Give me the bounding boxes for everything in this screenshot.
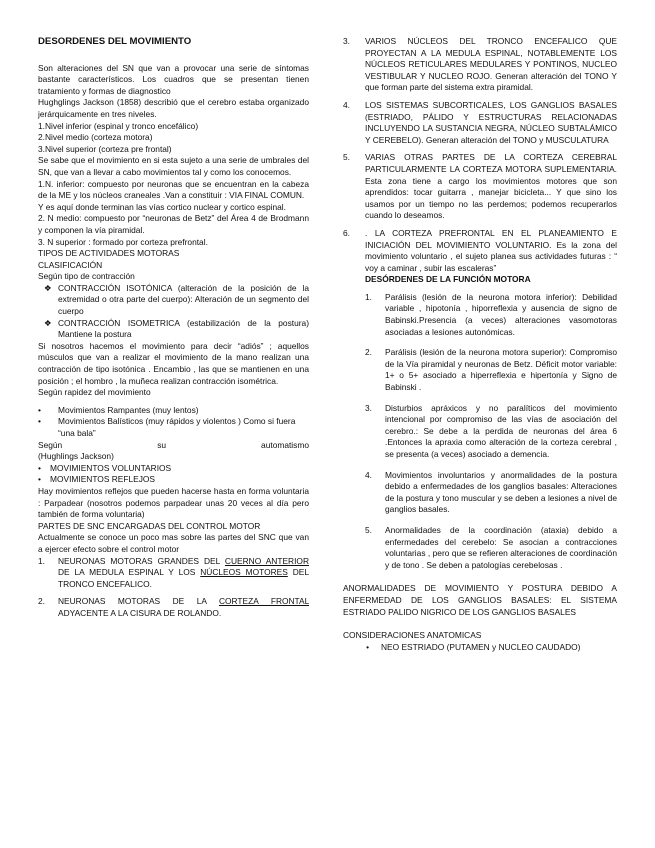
bullet-icon: • — [38, 462, 41, 473]
rapidez-item — [38, 405, 309, 417]
bullet-icon: • — [38, 404, 41, 415]
contraccion-text: CONTRACCIÓN ISOMETRICA (estabilización de la postura) Mantiene la postura — [58, 317, 309, 340]
jackson-paragraph: Hughglings Jackson (1858) describió que el cerebro estaba organizado jerárquicamente en tres niveles. — [38, 97, 309, 119]
diamond-bullet-icon: ❖ — [44, 317, 52, 328]
item-number: 5. — [343, 152, 350, 163]
n-medio-paragraph: 2. N medio: compuesto por “neuronas de Betz” del Área 4 de Brodmann y componen la vía piramidal. — [38, 213, 309, 235]
hughlings-note: (Hughlings Jackson) — [38, 451, 114, 462]
right-column — [343, 36, 617, 653]
segun-word: Según — [38, 439, 63, 450]
n-superior-paragraph: 3. N superior : formado por corteza prefrontal. — [38, 236, 208, 247]
tipos-heading: TIPOS DE ACTIVIDADES MOTORAS — [38, 248, 180, 259]
item-number: 2. — [38, 596, 45, 607]
desorden-item — [365, 403, 617, 461]
consideraciones-heading: CONSIDERACIONES ANATOMICAS — [343, 630, 482, 641]
partes-intro-paragraph: Actualmente se conoce un poco mas sobre las partes del SNC que van a ejercer efecto sobre el control motor — [38, 532, 309, 554]
adios-paragraph: Si nosotros hacemos el movimiento para decir “adiós” ; aquellos músculos que van a realizar el movimiento de la mano realizan una contracción de tipo isotónica . Encambio , las que se mantienen en una posición ; el hombro , la muñeca realizan contracción isométrica. — [38, 340, 309, 386]
item-number: 3. — [343, 36, 350, 46]
rapidez-text: Movimientos Rampantes (muy lentos) — [58, 404, 199, 415]
partes-text: VARIOS NÚCLEOS DEL TRONCO ENCEFALICO QUE PROYECTAN A LA MEDULA ESPINAL, NOTABLEMENTE LOS NÚCLEOS RETICULARES MEDULARES Y PONTINOS, NUCLEO VESTIBULAR Y NUCLEO ROJO. Generan alteración del TONO Y que forman parte del sistema extra piramidal. — [365, 36, 617, 93]
automatismo-item — [38, 463, 309, 475]
partes-text: NEURONAS MOTORAS GRANDES DEL CUERNO ANTERIOR DE LA MEDULA ESPINAL Y LOS NÚCLEOS MOTORES DEL TRONCO ENCEFALICO. — [58, 555, 309, 589]
automatismo-item — [38, 474, 309, 486]
contraccion-text: CONTRACCIÓN ISOTÓNICA (alteración de la posición de la extremidad o otra parte del cuerpo): Alteración de un segmento del cuerpo — [58, 282, 309, 317]
desorden-text: Parálisis (lesión de la neurona motora inferior): Debilidad variable , hipotonía , hiporreflexia y ausencia de signo de Babinski.Presencia (a veces) alteraciones vasomotoras asociadas a lesiones autonómicas. — [385, 291, 617, 337]
desorden-item — [365, 347, 617, 393]
bullet-icon: • — [38, 474, 41, 485]
segun-tipo-heading: Según tipo de contracción — [38, 271, 135, 282]
automatismo-word: automatismo — [261, 439, 309, 450]
item-number: 6. — [343, 227, 350, 238]
partes-text: . LA CORTEZA PREFRONTAL EN EL PLANEAMIENTO E INICIACIÓN DEL MOVIMIENTO VOLUNTARIO. Es la zona del movimiento voluntario , el sujeto planea sus actividades futuras : “ voy a caminar , subir las escaleras” — [365, 227, 617, 273]
contraccion-item — [38, 318, 309, 341]
item-number: 3. — [365, 402, 372, 413]
partes-text: LOS SISTEMAS SUBCORTICALES, LOS GANGLIOS BASALES (ESTRIADO, PÁLIDO Y ESTRUCTURAS RELACIONADAS INCLUYENDO LA SUSTANCIA NEGRA, NÚCLEO SUBTALÁMICO Y CEREBELO). Generan alteración del TONO y MUSCULATURA — [365, 99, 617, 145]
desorden-text: Movimientos involuntarios y anormalidades de la postura debido a enfermedades de los ganglios basales: Alteraciones de la postura y tono muscular y se deben a lesiones a nivel de ganglios basales. — [385, 469, 617, 515]
aqui-paragraph: Y es aquí donde terminan las vías cortico nuclear y cortico espinal. — [38, 201, 286, 212]
partes-item — [38, 596, 309, 619]
level-item: 1.Nivel inferior (espinal y tronco encefálico) — [38, 120, 199, 131]
partes-item — [343, 36, 617, 94]
umbrales-paragraph: Se sabe que el movimiento en si esta sujeto a una serie de umbrales del SN, que van a llevar a cabo movimientos tal y como los conocemos. — [38, 155, 309, 177]
rapidez-item — [38, 416, 309, 439]
neo-text: NEO ESTRIADO (PUTAMEN y NUCLEO CAUDADO) — [381, 641, 581, 652]
partes-heading: PARTES DE SNC ENCARGADAS DEL CONTROL MOTOR — [38, 520, 261, 531]
contraccion-item — [38, 283, 309, 318]
clasificacion-heading: CLASIFICACIÓN — [38, 259, 103, 270]
bullet-icon: • — [366, 641, 369, 652]
desorden-text: Disturbios apráxicos y no paralíticos del movimiento intencional por compromiso de las vías de asociación del cerebro.: Se debe a la perdida de neuronas del área 6 .Entonces la apraxia como alteración de la corteza cerebral , se presenta (a veces) asociado a demencia. — [385, 402, 617, 459]
reflejos-paragraph: Hay movimientos reflejos que pueden hacerse hasta en forma voluntaria : Parpadear (nosotros podemos parpadear unas 20 veces al día pero también de forma voluntaria) — [38, 485, 309, 520]
desorden-text: Anormalidades de la coordinación (ataxia) debido a enfermedades del cerebelo: Se asocian a contracciones voluntarias , pero que se refieren alteraciones de coordinación y de tono . Se deben a patologías cerebelosas . — [385, 524, 617, 570]
desorden-text: Parálisis (lesión de la neurona motora superior): Compromiso de la Vía piramidal y neuronas de Betz. Déficit motor variable: 1+ o 5+ asociado a hiperreflexia e hipertonía y Signo de Babinski . — [385, 347, 617, 393]
su-word: su — [157, 439, 167, 450]
partes-item — [38, 556, 309, 591]
left-column — [38, 36, 309, 620]
automatismo-text: MOVIMIENTOS REFLEJOS — [50, 474, 156, 485]
item-number: 1. — [365, 291, 372, 302]
partes-text: NEURONAS MOTORAS DE LA CORTEZA FRONTAL ADYACENTE A LA CISURA DE ROLANDO. — [58, 596, 309, 618]
intro-paragraph: Son alteraciones del SN que van a provocar una serie de síntomas bastante característicos. Los cuadros que se presentan tienen tratamiento y formas de diagnostico — [38, 62, 309, 96]
partes-item — [343, 228, 617, 274]
n-inferior-paragraph: 1.N. inferior: compuesto por neuronas que se encuentran en la cabeza de la ME y los núcleos craneales .Van a constituir : VIA FINAL COMUN. — [38, 178, 309, 201]
item-number: 1. — [38, 555, 45, 566]
partes-item — [343, 152, 617, 222]
partes-text: VARIAS OTRAS PARTES DE LA CORTEZA CEREBRAL PARTICULARMENTE LA CORTEZA MOTORA SUPLEMENTARIA. Esta zona tiene a cargo los movimientos motores que son aprendidos: tocar guitarra , manejar bicicleta... Y que sino los usamos por un tiempo no las perdemos; podemos recuperarlos cuando lo deseamos. — [365, 152, 617, 221]
level-item: 3.Nivel superior (corteza pre frontal) — [38, 143, 172, 154]
item-number: 2. — [365, 347, 372, 358]
level-item: 2.Nivel medio (corteza motora) — [38, 132, 153, 143]
segun-rapidez-heading: Según rapidez del movimiento — [38, 387, 151, 398]
desordenes-heading: DESÓRDENES DE LA FUNCIÓN MOTORA — [365, 274, 531, 285]
item-number: 5. — [365, 524, 372, 535]
bullet-icon: • — [38, 416, 41, 427]
desorden-item — [365, 292, 617, 338]
item-number: 4. — [343, 99, 350, 110]
neo-item — [343, 642, 617, 654]
item-number: 4. — [365, 469, 372, 480]
anormalidades-heading: ANORMALIDADES DE MOVIMIENTO Y POSTURA DEBIDO A ENFERMEDAD DE LOS GANGLIOS BASALES: EL SISTEMA ESTRIADO PALIDO NIGRICO DE LOS GANGLIOS BASALES — [343, 583, 617, 617]
desordenes-list — [343, 292, 617, 571]
desorden-item — [365, 525, 617, 571]
document-title: DESORDENES DEL MOVIMIENTO — [38, 36, 192, 47]
automatismo-text: MOVIMIENTOS VOLUNTARIOS — [50, 462, 172, 473]
partes-item — [343, 100, 617, 146]
segun-automatismo-heading — [38, 440, 309, 452]
rapidez-text: Movimientos Balísticos (muy rápidos y violentos ) Como si fuera “una bala” — [58, 416, 296, 438]
diamond-bullet-icon: ❖ — [44, 282, 52, 293]
desorden-item — [365, 470, 617, 516]
